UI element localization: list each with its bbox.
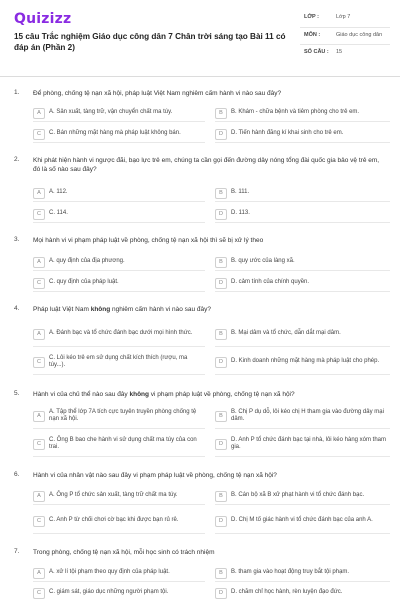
option-text: B. Chị P dụ dỗ, lôi kéo chị H tham gia vào đường dây mại dâm. xyxy=(231,408,384,422)
meta-info xyxy=(300,10,390,62)
option-text: C. Bán những mặt hàng mà pháp luật không bán. xyxy=(49,130,181,137)
question-number: 7. xyxy=(14,548,20,555)
option-letter: A xyxy=(33,329,45,340)
question-text: Khi phát hiện hành vi ngược đãi, bạo lực trẻ em, chúng ta cần gọi đến đường dây nóng tổng đài quốc gia bảo vệ trẻ em, đó là số nào sau đây? xyxy=(33,157,380,173)
question-number: 5. xyxy=(14,390,20,397)
option-text: C. giám sát, giáo dục những người phạm tội. xyxy=(49,589,169,596)
question-text-part: nghiêm cấm hành vi nào sau đây? xyxy=(110,306,212,313)
question-number: 4. xyxy=(14,305,20,312)
meta-row-count xyxy=(300,45,390,62)
meta-value: Lớp 7 xyxy=(336,14,351,20)
question-text-part: Pháp luật Việt Nam xyxy=(33,306,91,313)
option-c[interactable] xyxy=(33,434,203,454)
option-a[interactable] xyxy=(33,106,203,120)
option-letter: C xyxy=(33,516,45,527)
option-letter: B xyxy=(215,257,227,268)
option-text: A. Tập thể lớp 7A tích cực tuyên truyền phòng chống tệ nạn xã hội. xyxy=(49,408,197,422)
option-divider xyxy=(215,346,390,347)
option-letter: D xyxy=(215,357,227,368)
option-text: C. Ông B bao che hành vi sử dụng chất ma túy của con trai. xyxy=(49,436,197,450)
option-letter: C xyxy=(33,588,45,599)
question-number: 3. xyxy=(14,236,20,243)
option-b[interactable] xyxy=(215,186,390,200)
option-letter: A xyxy=(33,188,45,199)
meta-row-class xyxy=(300,10,390,28)
option-letter: B xyxy=(215,188,227,199)
option-text: D. Kinh doanh những mặt hàng mà pháp luật cho phép. xyxy=(231,358,380,365)
option-letter: A xyxy=(33,491,45,502)
meta-row-subject xyxy=(300,28,390,46)
option-text: B. Mại dâm và tổ chức, dẫn dắt mại dâm. xyxy=(231,330,341,337)
meta-label: LỚP : xyxy=(304,14,319,20)
option-text: A. xử lí tội phạm theo quy định của pháp luật. xyxy=(49,569,170,576)
header-divider xyxy=(0,76,400,77)
option-d[interactable] xyxy=(215,586,390,600)
option-divider xyxy=(33,222,205,223)
option-b[interactable] xyxy=(215,324,390,344)
option-divider xyxy=(33,533,205,534)
option-divider xyxy=(33,142,205,143)
option-divider xyxy=(215,533,390,534)
option-text: A. Đánh bạc và tổ chức đánh bạc dưới mọi hình thức. xyxy=(49,330,193,337)
option-d[interactable] xyxy=(215,511,390,531)
option-divider xyxy=(215,270,390,271)
option-divider xyxy=(33,581,205,582)
option-letter: C xyxy=(33,439,45,450)
option-divider xyxy=(33,374,205,375)
option-a[interactable] xyxy=(33,566,203,580)
option-letter: D xyxy=(215,209,227,220)
question-text xyxy=(33,390,388,399)
option-d[interactable] xyxy=(215,352,390,372)
option-a[interactable] xyxy=(33,324,203,344)
option-letter: B xyxy=(215,568,227,579)
option-letter: B xyxy=(215,329,227,340)
option-text: D. Anh P tổ chức đánh bạc tại nhà, lôi kéo hàng xóm tham gia. xyxy=(231,436,387,450)
option-letter: C xyxy=(33,209,45,220)
option-text: D. 113. xyxy=(231,210,250,217)
option-a[interactable] xyxy=(33,255,203,269)
option-letter: B xyxy=(215,108,227,119)
option-b[interactable] xyxy=(215,566,390,580)
option-c[interactable] xyxy=(33,276,203,290)
option-c[interactable] xyxy=(33,352,203,372)
question-text: Hành vi của nhân vật nào sau đây vi phạm pháp luật về phòng, chống tệ nạn xã hội? xyxy=(33,472,277,479)
option-letter: B xyxy=(215,411,227,422)
option-letter: D xyxy=(215,588,227,599)
option-divider xyxy=(215,504,390,505)
option-text: C. 114. xyxy=(49,210,68,217)
option-text: D. chăm chỉ học hành, rèn luyện đạo đức. xyxy=(231,589,343,596)
question-number: 1. xyxy=(14,89,20,96)
option-letter: A xyxy=(33,411,45,422)
option-letter: D xyxy=(215,129,227,140)
option-b[interactable] xyxy=(215,255,390,269)
option-divider xyxy=(215,121,390,122)
option-divider xyxy=(215,581,390,582)
worksheet-header xyxy=(0,0,400,76)
option-text: D. Chị M tố giác hành vi tổ chức đánh bạc của anh A. xyxy=(231,517,373,524)
option-divider xyxy=(215,291,390,292)
option-divider xyxy=(215,374,390,375)
option-text: A. Sản xuất, tàng trữ, vận chuyển chất ma túy. xyxy=(49,109,173,116)
option-text: C. Lôi kéo trẻ em sử dụng chất kích thích (rượu, ma túy...). xyxy=(49,354,188,368)
option-divider xyxy=(215,428,390,429)
question-text: Để phòng, chống tệ nạn xã hội, pháp luật Việt Nam nghiêm cấm hành vi nào sau đây? xyxy=(33,90,282,97)
option-text: D. cảm tính của chính quyền. xyxy=(231,279,310,286)
option-divider xyxy=(215,456,390,457)
quizizz-logo[interactable]: Quizizz xyxy=(14,11,72,27)
question-number: 6. xyxy=(14,471,20,478)
question-text-part: Hành vi của chủ thể nào sau đây xyxy=(33,391,130,398)
option-d[interactable] xyxy=(215,276,390,290)
option-letter: C xyxy=(33,129,45,140)
option-c[interactable] xyxy=(33,586,203,600)
meta-label: MÔN : xyxy=(304,31,321,38)
meta-value: 15 xyxy=(336,49,343,55)
option-letter: D xyxy=(215,439,227,450)
option-letter: C xyxy=(33,357,45,368)
option-c[interactable] xyxy=(33,511,203,531)
question-emphasis: không xyxy=(90,306,111,313)
option-letter: A xyxy=(33,568,45,579)
option-letter: D xyxy=(215,278,227,289)
option-text: B. 111. xyxy=(231,189,250,196)
option-text: C. quy định của pháp luật. xyxy=(49,279,119,286)
option-text: B. tham gia vào hoạt động truy bắt tội phạm. xyxy=(231,569,350,576)
option-divider xyxy=(33,201,205,202)
question-text: Trong phòng, chống tệ nạn xã hội, mỗi học sinh có trách nhiệm xyxy=(33,549,215,556)
option-divider xyxy=(33,291,205,292)
option-text: B. Khám - chữa bệnh và tiêm phòng cho trẻ em. xyxy=(231,109,360,116)
question-text xyxy=(33,305,388,314)
question-text: Mọi hành vi vi phạm pháp luật về phòng, chống tệ nạn xã hội thì sẽ bị xử lý theo xyxy=(33,237,264,244)
option-divider xyxy=(33,270,205,271)
option-text: B. Cán bộ xã B xử phạt hành vi tổ chức đánh bạc. xyxy=(231,492,365,499)
option-divider xyxy=(215,222,390,223)
option-letter: B xyxy=(215,491,227,502)
option-text: D. Tiến hành đăng kí khai sinh cho trẻ em. xyxy=(231,130,344,137)
option-text: A. Ông P tổ chức sản xuất, tàng trữ chất ma túy. xyxy=(49,492,178,499)
option-a[interactable] xyxy=(33,406,203,426)
option-text: C. Anh P từ chối chơi cờ bạc khi được bạn rủ rê. xyxy=(49,517,179,524)
option-b[interactable] xyxy=(215,489,390,503)
meta-value: Giáo dục công dân xyxy=(336,31,383,38)
question-text-part: vi phạm pháp luật về phòng, chống tệ nạn xã hội? xyxy=(148,391,295,398)
question-emphasis: không xyxy=(129,391,149,398)
option-text: A. quy định của địa phương. xyxy=(49,258,125,265)
question-number: 2. xyxy=(14,156,20,163)
option-text: A. 112. xyxy=(49,189,68,196)
option-divider xyxy=(215,142,390,143)
option-a[interactable] xyxy=(33,186,203,200)
option-letter: A xyxy=(33,257,45,268)
option-divider xyxy=(215,201,390,202)
option-b[interactable] xyxy=(215,106,390,120)
option-letter: D xyxy=(215,516,227,527)
option-a[interactable] xyxy=(33,489,203,503)
option-c[interactable] xyxy=(33,127,203,141)
option-text: B. quy ước của làng xã. xyxy=(231,258,295,265)
option-letter: A xyxy=(33,108,45,119)
option-divider xyxy=(33,504,205,505)
page-title: 15 câu Trắc nghiệm Giáo dục công dân 7 Chân trời sáng tạo Bài 11 có đáp án (Phần 2) xyxy=(14,32,286,52)
option-d[interactable] xyxy=(215,127,390,141)
option-divider xyxy=(33,428,205,429)
option-b[interactable] xyxy=(215,406,390,426)
option-letter: C xyxy=(33,278,45,289)
option-d[interactable] xyxy=(215,434,390,454)
option-divider xyxy=(33,121,205,122)
option-c[interactable] xyxy=(33,207,203,221)
option-d[interactable] xyxy=(215,207,390,221)
option-divider xyxy=(33,456,205,457)
meta-label: SỐ CÂU : xyxy=(304,49,329,55)
option-divider xyxy=(33,346,205,347)
